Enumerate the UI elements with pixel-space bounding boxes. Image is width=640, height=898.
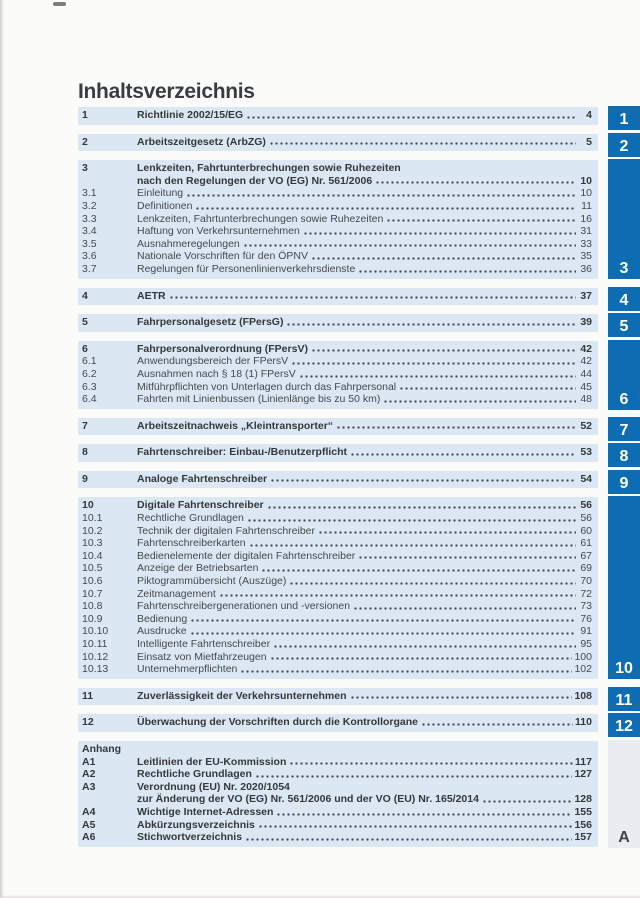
entry-page-number: 76 [580, 612, 592, 625]
entry-page-number: 60 [580, 524, 592, 537]
toc-entry[interactable] [80, 716, 592, 729]
entry-title: Bedienelemente der digitalen Fahrtenschreiber [137, 549, 356, 562]
dot-leader [303, 225, 576, 238]
toc-entry[interactable] [80, 355, 592, 368]
dot-leader [399, 381, 576, 394]
entry-page-number: 10 [580, 174, 592, 187]
dot-leader [190, 625, 576, 638]
toc-group-4 [78, 288, 598, 306]
dot-leader [186, 187, 576, 200]
entry-title: Digitale Fahrtenschreiber [137, 499, 264, 512]
entry-number: 10.7 [82, 587, 103, 600]
side-tab-4[interactable]: 4 [608, 287, 640, 311]
dot-leader [358, 263, 576, 276]
entry-title: Verordnung (EU) Nr. 2020/1054 [137, 780, 290, 793]
dot-leader [273, 638, 576, 651]
dot-leader [289, 575, 576, 588]
entry-title: Arbeitszeitgesetz (ArbZG) [137, 135, 266, 148]
entry-title: zur Änderung der VO (EG) Nr. 561/2006 und der VO (EU) Nr. 165/2014 [137, 793, 479, 806]
entry-page-number: 4 [586, 109, 592, 121]
toc-entry[interactable] [80, 381, 592, 394]
dot-leader [270, 473, 576, 486]
entry-page-number: 48 [580, 393, 592, 406]
dot-leader [291, 355, 576, 368]
entry-page-number: 61 [580, 537, 592, 550]
entry-title: Zeitmanagement [137, 587, 216, 600]
entry-page-number: 11 [581, 199, 592, 212]
entry-number: 10.9 [82, 612, 103, 625]
entry-page-number: 37 [580, 289, 592, 302]
toc-entry[interactable] [80, 663, 592, 676]
page-title: Inhaltsverzeichnis [78, 80, 255, 103]
entry-number: 9 [82, 472, 88, 485]
toc-entry[interactable] [80, 250, 592, 263]
toc-entry[interactable] [80, 651, 592, 664]
toc-entry[interactable] [80, 200, 592, 213]
entry-number: 3.6 [82, 250, 97, 263]
entry-page-number: 33 [580, 237, 592, 250]
toc-entry[interactable] [80, 781, 592, 806]
entry-title: Haftung von Verkehrsunternehmen [137, 225, 300, 238]
toc-entry[interactable] [80, 393, 592, 406]
entry-page-number: 128 [574, 793, 592, 806]
entry-title: Intelligente Fahrtenschreiber [137, 638, 271, 650]
entry-page-number: 91 [580, 625, 592, 638]
side-tab-10[interactable]: 10 [608, 496, 640, 679]
entry-number: 10.13 [82, 663, 109, 676]
entry-title: Nationale Vorschriften für den ÖPNV [137, 250, 309, 263]
dot-leader [169, 290, 576, 303]
toc-group-6 [78, 341, 598, 409]
side-tab-11[interactable]: 11 [608, 687, 640, 711]
entry-page-number: 53 [580, 446, 592, 459]
dot-leader [270, 651, 573, 664]
entry-page-number: 39 [580, 316, 592, 329]
toc-group-3 [78, 160, 598, 278]
toc-entry[interactable] [80, 473, 592, 486]
entry-page-number: 73 [580, 600, 592, 613]
toc-entry[interactable] [80, 831, 592, 844]
side-tab-6[interactable]: 6 [608, 340, 640, 410]
entry-number: 10.8 [82, 600, 103, 613]
toc-entry[interactable] [80, 499, 592, 512]
entry-title: Unternehmerpflichten [137, 663, 238, 676]
toc-entry[interactable] [80, 187, 592, 200]
entry-number: 3.4 [82, 225, 97, 238]
entry-title: Überwachung der Vorschriften durch die Kontrollorgane [137, 716, 419, 729]
scan-artifact-speck [53, 2, 66, 6]
toc-entry[interactable] [80, 638, 592, 651]
entry-page-number: 102 [574, 663, 592, 676]
toc-entry[interactable] [80, 343, 592, 356]
entry-number: 11 [82, 689, 94, 702]
toc-entry[interactable] [80, 575, 592, 588]
entry-number: A3 [82, 780, 96, 793]
entry-number: 6.3 [82, 380, 97, 393]
dot-leader [353, 600, 576, 613]
entry-title: Technik der digitalen Fahrtenschreiber [137, 524, 316, 537]
entry-page-number: 157 [574, 831, 592, 844]
dot-leader [219, 588, 576, 601]
entry-number: 2 [82, 135, 88, 148]
entry-title: Einsatz von Mietfahrzeugen [137, 650, 267, 663]
entry-title: Piktogrammübersicht (Auszüge) [137, 575, 287, 588]
entry-page-number: 5 [586, 135, 592, 148]
toc-entry[interactable] [80, 162, 592, 187]
entry-title: Anwendungsbereich der FPersV [137, 355, 289, 368]
entry-page-number: 54 [580, 472, 592, 485]
entry-title: Fahrten mit Linienbussen (Linienlänge bis zu 50 km) [137, 393, 381, 406]
entry-number: 7 [82, 419, 88, 432]
toc-entry[interactable] [80, 625, 592, 638]
entry-number: 3.2 [82, 199, 97, 212]
entry-page-number: 95 [580, 638, 592, 650]
entry-number: 4 [82, 289, 88, 302]
entry-page-number: 42 [580, 355, 592, 368]
toc-entry[interactable] [80, 446, 592, 459]
dot-leader [289, 756, 573, 769]
dot-leader [375, 175, 576, 188]
entry-number: 6.4 [82, 393, 97, 406]
entry-page-number: 36 [580, 262, 592, 275]
toc-entry[interactable] [80, 613, 592, 626]
toc-group-10 [78, 497, 598, 678]
dot-leader [195, 200, 576, 213]
toc-group-1 [78, 107, 598, 125]
dot-leader [246, 109, 576, 122]
side-tab-9[interactable]: 9 [608, 470, 640, 494]
side-tab-8[interactable]: 8 [608, 443, 640, 467]
entry-title: Richtlinie 2002/15/EG [137, 109, 244, 121]
entry-page-number: 155 [574, 805, 592, 818]
toc-entry[interactable] [80, 525, 592, 538]
entry-number: 6 [82, 342, 88, 355]
toc-entry[interactable] [80, 768, 592, 781]
toc-group-7 [78, 418, 598, 436]
entry-number: Anhang [82, 742, 122, 755]
entry-number: 3.5 [82, 237, 97, 250]
toc-entry[interactable] [80, 819, 592, 832]
entry-title: Ausnahmeregelungen [137, 237, 240, 250]
entry-number: 10.4 [82, 549, 103, 562]
entry-title: Fahrpersonalverordnung (FPersV) [137, 342, 308, 355]
dot-leader [249, 537, 576, 550]
entry-page-number: 56 [580, 499, 592, 512]
entry-number: 10.12 [82, 650, 109, 663]
entry-number: 5 [82, 316, 88, 329]
toc-group-anhang [78, 741, 598, 847]
dot-leader [311, 250, 576, 263]
entry-title: Ausdrucke [137, 625, 187, 638]
entry-title: Mitführpflichten von Unterlagen durch das Fahrpersonal [137, 380, 397, 393]
side-tab-7[interactable]: 7 [608, 417, 640, 441]
entry-title: Einleitung [137, 187, 184, 200]
entry-number: 3.3 [82, 212, 97, 225]
entry-page-number: 108 [574, 689, 592, 702]
entry-title: Ausnahmen nach § 18 (1) FPersV [137, 367, 296, 380]
dot-leader [350, 446, 576, 459]
entry-page-number: 42 [580, 342, 592, 355]
entry-title: Rechtliche Grundlagen [137, 512, 244, 525]
entry-number: A6 [82, 831, 96, 844]
entry-number: A2 [82, 768, 96, 781]
toc-entry[interactable] [80, 109, 592, 122]
entry-number: 10 [82, 499, 94, 512]
toc-entry[interactable] [80, 368, 592, 381]
side-tab-1[interactable]: 1 [608, 106, 640, 130]
entry-page-number: 110 [575, 716, 592, 729]
toc-entry[interactable] [80, 690, 592, 703]
dot-leader [421, 716, 573, 729]
entry-page-number: 72 [580, 587, 592, 600]
toc-entry[interactable] [80, 743, 592, 756]
entry-number: 10.10 [82, 625, 109, 638]
toc-entry[interactable] [80, 238, 592, 251]
dot-leader [267, 499, 576, 512]
entry-title: Fahrtenschreibergenerationen und -versionen [137, 600, 351, 613]
side-tab-5[interactable]: 5 [608, 313, 640, 337]
entry-title: Fahrtenschreiber: Einbau-/Benutzerpflicht [137, 446, 348, 459]
toc-entry[interactable] [80, 756, 592, 769]
dot-leader [247, 512, 576, 525]
entry-title: Lenkzeiten, Fahrtunterbrechungen sowie Ruhezeiten [137, 162, 401, 175]
toc-group-2 [78, 134, 598, 152]
side-tab-A[interactable]: A [608, 740, 640, 848]
dot-leader [261, 562, 576, 575]
toc-group-5 [78, 314, 598, 332]
dot-leader [383, 393, 576, 406]
dot-leader [245, 831, 572, 844]
entry-number: 10.2 [82, 524, 103, 537]
scan-edge-shadow-left [0, 0, 4, 898]
entry-number: 3 [82, 162, 88, 175]
toc-entry[interactable] [80, 588, 592, 601]
toc-group-8 [78, 444, 598, 462]
entry-number: 6.1 [82, 355, 97, 368]
entry-number: 3.1 [82, 187, 97, 200]
entry-number: A5 [82, 818, 96, 831]
dot-leader [482, 793, 573, 806]
entry-page-number: 52 [580, 419, 592, 432]
dot-leader [350, 690, 573, 703]
entry-number: 3.7 [82, 262, 97, 275]
entry-number: 1 [82, 109, 88, 121]
entry-title: nach den Regelungen der VO (EG) Nr. 561/2006 [137, 174, 373, 187]
side-tab-12[interactable]: 12 [608, 713, 640, 737]
entry-number: 10.1 [82, 512, 103, 525]
side-tab-2[interactable]: 2 [608, 133, 640, 157]
entry-page-number: 16 [580, 212, 592, 225]
entry-page-number: 45 [580, 380, 592, 393]
entry-title: Regelungen für Personenlinienverkehrsdienste [137, 262, 356, 275]
entry-title: Fahrtenschreiberkarten [137, 537, 246, 550]
entry-number: 12 [82, 716, 94, 729]
entry-page-number: 31 [580, 225, 592, 238]
dot-leader [255, 768, 573, 781]
table-of-contents [78, 107, 598, 847]
dot-leader [318, 525, 576, 538]
entry-title: Leitlinien der EU-Kommission [137, 755, 287, 768]
entry-number: 10.11 [82, 638, 108, 650]
dot-leader [243, 238, 576, 251]
toc-entry[interactable] [80, 806, 592, 819]
toc-entry[interactable] [80, 136, 592, 149]
entry-title: Rechtliche Grundlagen [137, 768, 252, 781]
entry-number: 8 [82, 446, 88, 459]
dot-leader [286, 316, 576, 329]
toc-entry[interactable] [80, 537, 592, 550]
dot-leader [258, 819, 573, 832]
entry-page-number: 67 [580, 549, 592, 562]
toc-entry[interactable] [80, 316, 592, 329]
entry-page-number: 35 [580, 250, 592, 263]
toc-entry[interactable] [80, 225, 592, 238]
toc-entry[interactable] [80, 420, 592, 433]
dot-leader [311, 343, 576, 356]
toc-group-12 [78, 714, 598, 732]
entry-title: AETR [137, 289, 166, 302]
entry-number: A1 [82, 755, 96, 768]
entry-page-number: 10 [580, 187, 592, 200]
entry-number: 10.6 [82, 575, 103, 588]
entry-number: 10.5 [82, 562, 103, 575]
entry-page-number: 69 [580, 562, 592, 575]
entry-title: Arbeitszeitnachweis „Kleintransporter“ [137, 419, 334, 432]
toc-entry[interactable] [80, 562, 592, 575]
entry-title: Wichtige Internet-Adressen [137, 805, 274, 818]
entry-title: Fahrpersonalgesetz (FPersG) [137, 316, 284, 329]
entry-number: 10.3 [82, 537, 103, 550]
dot-leader [269, 136, 576, 149]
dot-leader [240, 663, 572, 676]
entry-page-number: 100 [574, 650, 592, 663]
entry-number: 6.2 [82, 367, 97, 380]
dot-leader [190, 613, 576, 626]
entry-page-number: 156 [574, 818, 592, 831]
entry-page-number: 56 [580, 512, 592, 525]
entry-number: A4 [82, 805, 96, 818]
toc-entry[interactable] [80, 290, 592, 303]
toc-group-11 [78, 688, 598, 706]
dot-leader [299, 368, 576, 381]
toc-entry[interactable] [80, 213, 592, 226]
entry-title: Abkürzungsverzeichnis [137, 818, 255, 831]
entry-title: Anzeige der Betriebsarten [137, 562, 259, 575]
entry-title: Zuverlässigkeit der Verkehrsunternehmen [137, 689, 347, 702]
side-tab-3[interactable]: 3 [608, 159, 640, 279]
toc-entry[interactable] [80, 512, 592, 525]
entry-page-number: 117 [575, 755, 592, 768]
entry-title: Analoge Fahrtenschreiber [137, 472, 268, 485]
entry-title: Stichwortverzeichnis [137, 831, 243, 844]
toc-group-9 [78, 471, 598, 489]
toc-entry[interactable] [80, 263, 592, 276]
dot-leader [358, 550, 576, 563]
entry-title: Definitionen [137, 199, 193, 212]
toc-entry[interactable] [80, 600, 592, 613]
entry-page-number: 70 [580, 575, 592, 588]
entry-page-number: 127 [574, 768, 592, 781]
toc-entry[interactable] [80, 550, 592, 563]
entry-title: Bedienung [137, 612, 188, 625]
entry-page-number: 44 [580, 367, 592, 380]
dot-leader [386, 213, 576, 226]
dot-leader [276, 806, 572, 819]
dot-leader [336, 420, 576, 433]
entry-title: Lenkzeiten, Fahrtunterbrechungen sowie Ruhezeiten [137, 212, 384, 225]
